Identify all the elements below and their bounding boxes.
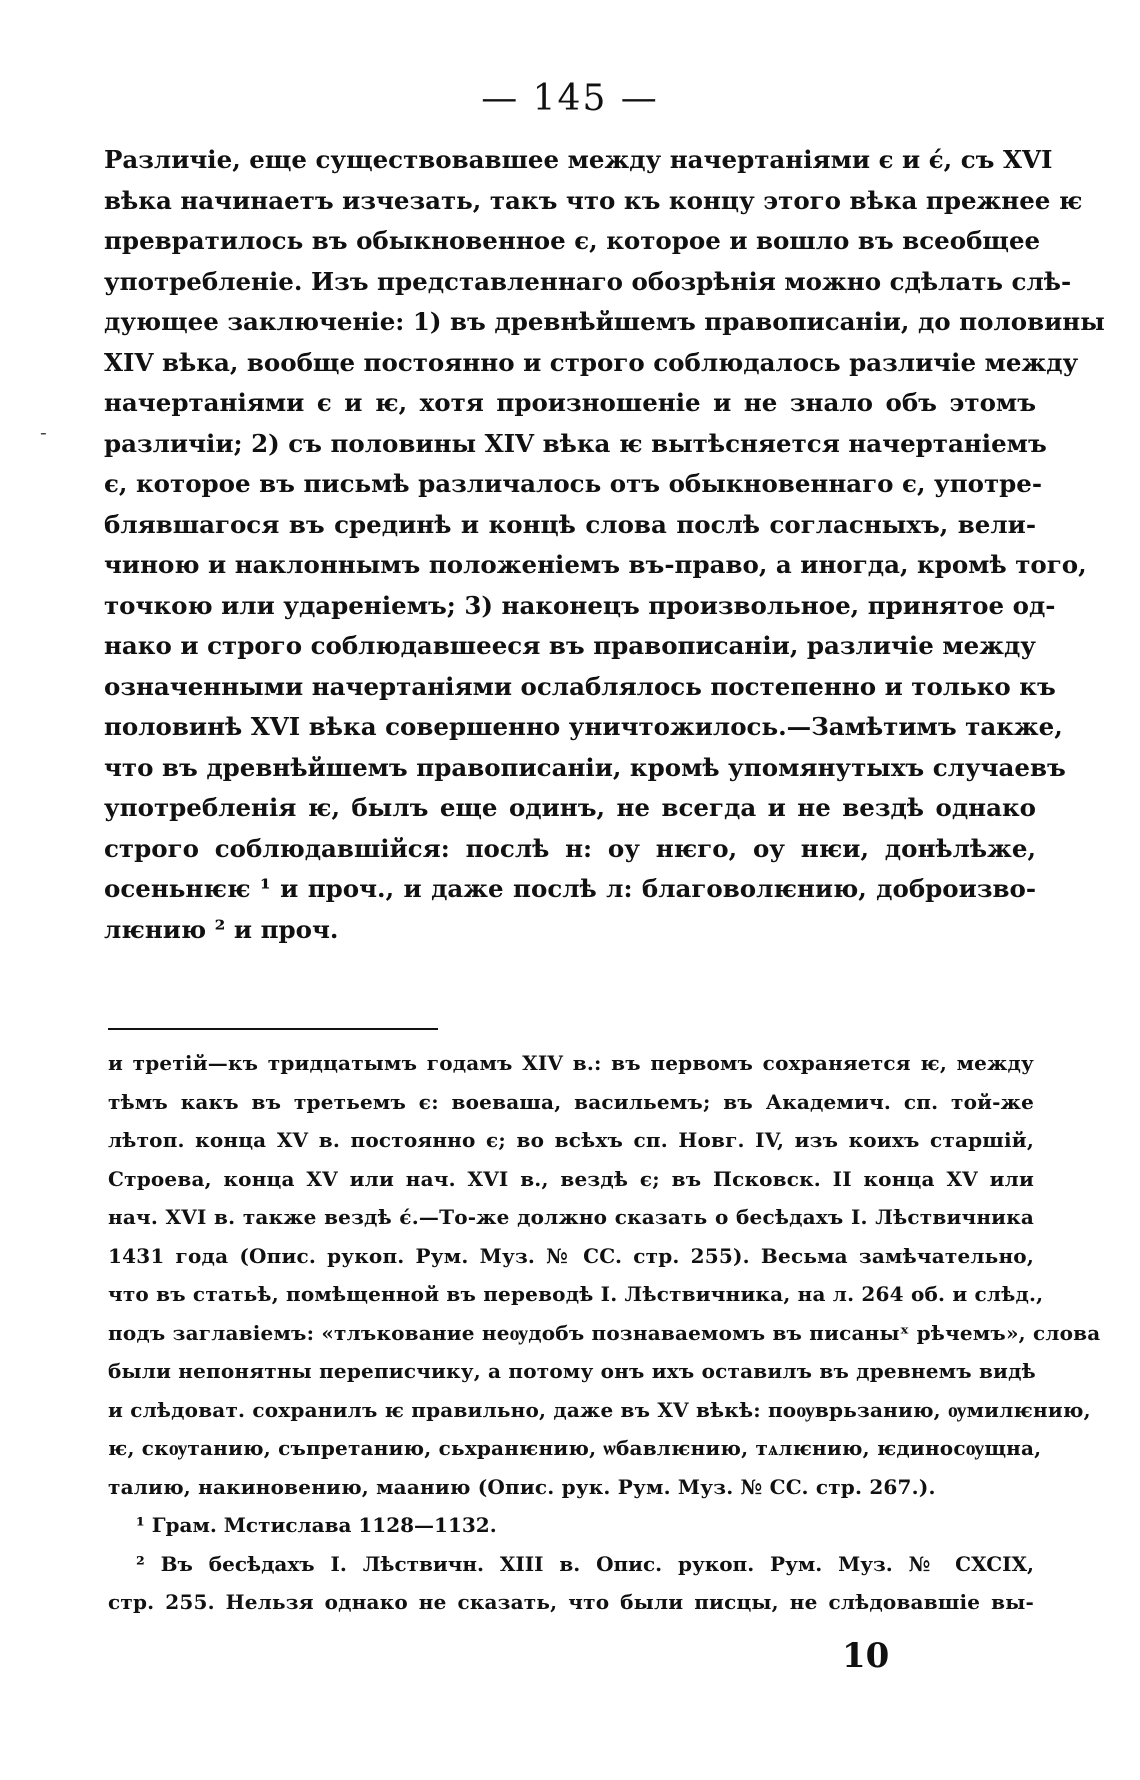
main-line: употребленіе. Изъ представленнаго обозрѣнія можно сдѣлать слѣ- [104, 266, 1072, 296]
note-line: Строева, конца XV или нач. XVI в., вездѣ є; въ Псковск. II конца XV или [108, 1166, 1034, 1191]
main-line: строго соблюдавшійся: послѣ н: оу нѥго, оу нѥи, донѣлѣже, [104, 833, 1036, 863]
main-line: блявшагося въ срединѣ и концѣ слова послѣ согласныхъ, вели- [104, 509, 1036, 539]
main-line: Различіе, еще существовавшее между начертаніями є и є́, съ XVI [104, 145, 1053, 174]
main-line: дующее заключеніе: 1) въ древнѣйшемъ правописаніи, до половины [104, 307, 1105, 336]
footnotes-block [108, 1044, 1101, 1622]
note-line: талию, накиновению, маанию (Опис. рук. Рум. Муз. № CC. стр. 267.). [108, 1474, 936, 1499]
main-line: нако и строго соблюдавшееся въ правописаніи, различіе между [104, 631, 1036, 660]
note-line: что въ статьѣ, помѣщенной въ переводѣ I. Лѣствичника, на л. 264 об. и слѣд., [108, 1282, 1044, 1306]
main-line: превратилось въ обыкновенное є, которое и вошло въ всеобщее [104, 226, 1041, 255]
note-line: 1431 года (Опис. рукоп. Рум. Муз. № CC. стр. 255). Весьма замѣчательно, [108, 1243, 1034, 1268]
main-line: лѥнию ² и проч. [104, 914, 339, 944]
signature-mark: 10 [842, 1636, 890, 1676]
main-line: XIV вѣка, вообще постоянно и строго соблюдалось различіе между [104, 347, 1079, 377]
note-line: подъ заглавіемъ: «тлъкование неѹдобъ познаваемомъ въ писаныˣ рѣчемъ», слова [108, 1320, 1101, 1345]
main-line: є, которое въ письмѣ различалось отъ обыкновеннаго є, употре- [104, 469, 1043, 498]
page-number: — 145 — [481, 78, 659, 119]
footnote-1 [108, 1506, 1034, 1545]
footnote-divider [108, 1028, 438, 1030]
main-line: точкою или удареніемъ; 3) наконецъ произвольное, принятое од- [104, 590, 1056, 620]
note-line: тѣмъ какъ въ третьемъ є: воеваша, васильемъ; въ Академич. сп. той-же [108, 1089, 1034, 1114]
main-line: половинѣ XVI вѣка совершенно уничтожилось.—Замѣтимъ также, [104, 712, 1063, 741]
main-line: различіи; 2) съ половины XIV вѣка ѥ вытѣсняется начертаніемъ [104, 428, 1047, 458]
footnote-text: Грам. Мстислава 1128—1132. [151, 1513, 497, 1537]
main-line: начертаніями є и ѥ, хотя произношеніе и не знало объ этомъ [104, 388, 1036, 417]
main-line: означенными начертаніями ослаблялось постепенно и только къ [104, 671, 1056, 701]
footnote-2-continuation: стр. 255. Нельзя однако не сказать, что были писцы, не слѣдовавшіе вы- [108, 1590, 1034, 1614]
main-line: употребленія ѥ, былъ еще одинъ, не всегда и не вездѣ однако [104, 793, 1036, 822]
note-line: лѣтоп. конца XV в. постоянно є; во всѣхъ сп. Новг. IV, изъ коихъ старшій, [108, 1128, 1034, 1152]
note-line: и третій—къ тридцатымъ годамъ XIV в.: въ первомъ сохраняется ѥ, между [108, 1051, 1034, 1075]
main-line: чиною и наклоннымъ положеніемъ въ-право, а иногда, кромѣ того, [104, 550, 1087, 579]
note-line: ѥ, скѹтанию, съпретанию, сьхранѥнию, ѡбавлѥнию, тѧлѥнию, ѥдиносѹщна, [108, 1436, 1042, 1460]
note-line: нач. XVI в. также вездѣ є́.—То-же должно сказать о бесѣдахъ I. Лѣствичника [108, 1205, 1034, 1229]
footnote-marker: ¹ [136, 1513, 145, 1537]
footnote-2 [108, 1545, 1034, 1584]
note-line: были непонятны переписчику, а потому онъ ихъ оставилъ въ древнемъ видѣ [108, 1359, 1036, 1383]
main-line: вѣка начинаетъ изчезать, такъ что къ концу этого вѣка прежнее ѥ [104, 185, 1083, 215]
footnote-text: Въ бесѣдахъ I. Лѣствичн. XIII в. Опис. рукоп. Рум. Муз. № CXCIX, [160, 1551, 1034, 1576]
main-line: осеньнѥѥ ¹ и проч., и даже послѣ л: благоволѥнию, доброизво- [104, 874, 1036, 903]
main-text [104, 140, 1105, 950]
margin-mark: - [40, 420, 47, 444]
note-line: и слѣдоват. сохранилъ ѥ правильно, даже въ XV вѣкѣ: поѹврьзанию, ѹмилѥнию, [108, 1397, 1091, 1422]
footnote-marker: ² [136, 1551, 145, 1576]
main-line: что въ древнѣйшемъ правописаніи, кромѣ упомянутыхъ случаевъ [104, 752, 1066, 782]
